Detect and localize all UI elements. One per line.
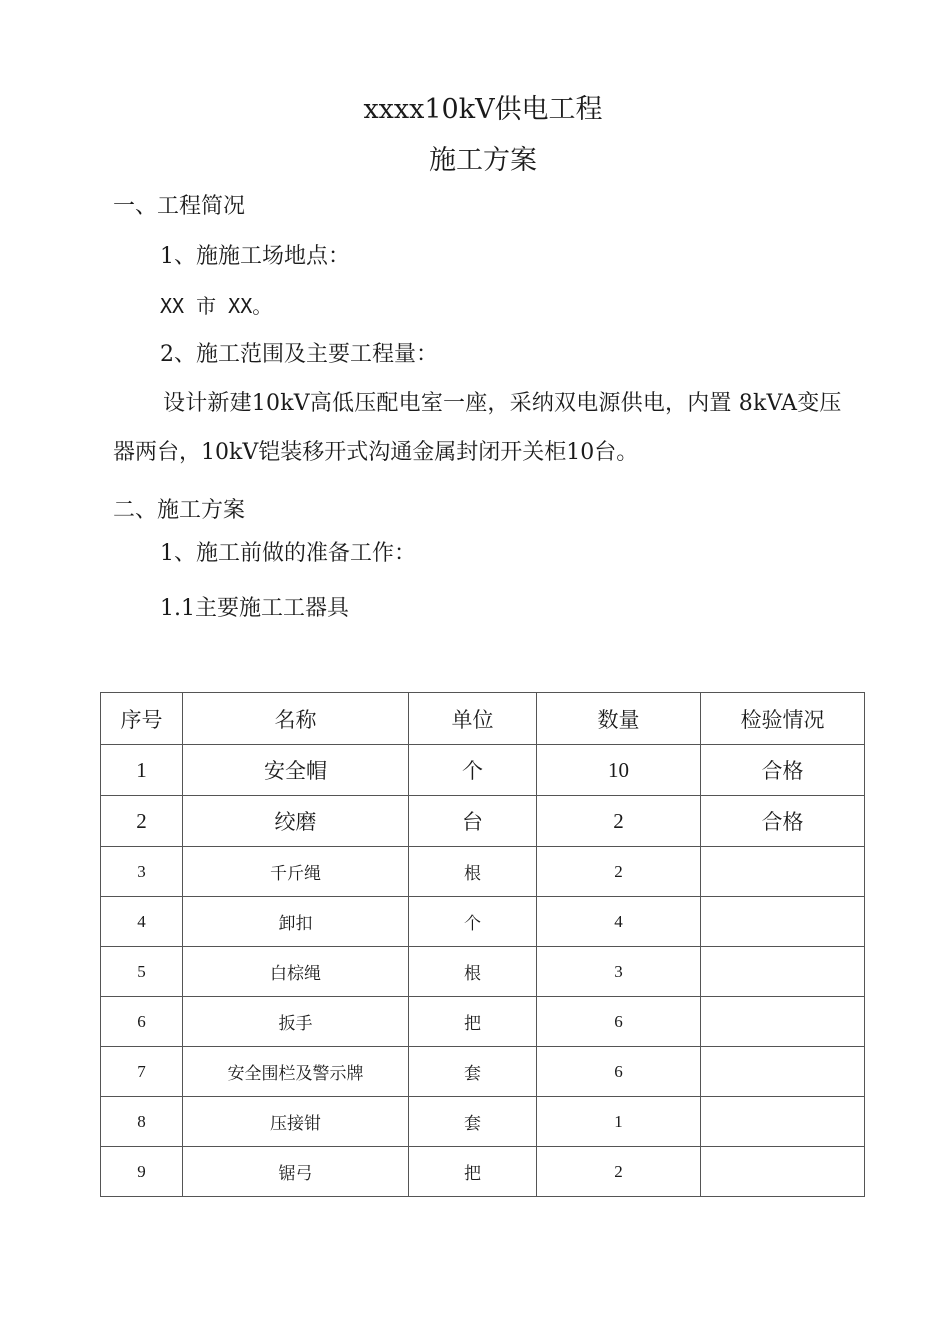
cell-qty: 6 [537,997,701,1047]
cell-no: 4 [101,897,183,947]
table-row [101,847,865,897]
cell-check [701,947,865,997]
header-inspection: 检验情况 [701,693,865,745]
table-row [101,1147,865,1197]
cell-unit: 把 [409,997,537,1047]
section1-heading: 一、工程简况 [113,194,246,219]
table-row [101,897,865,947]
scope-description-line2: 器两台，10kV铠装移开式沟通金属封闭开关柜10台。 [113,440,639,465]
header-quantity: 数量 [537,693,701,745]
table-row [101,947,865,997]
table-row [101,796,865,847]
cell-name: 卸扣 [183,897,409,947]
cell-name: 千斤绳 [183,847,409,897]
preparation-label: 1、施工前做的准备工作： [160,541,416,566]
cell-name: 压接钳 [183,1097,409,1147]
cell-unit: 根 [409,947,537,997]
cell-no: 2 [101,796,183,847]
cell-unit: 套 [409,1097,537,1147]
cell-check: 合格 [701,796,865,847]
cell-no: 3 [101,847,183,897]
cell-check: 合格 [701,745,865,796]
cell-name: 安全围栏及警示牌 [183,1047,409,1097]
cell-no: 5 [101,947,183,997]
document-title: xxxx10kV供电工程 [363,94,603,125]
site-location-value: XX 市 XX。 [160,294,273,318]
cell-check [701,1147,865,1197]
table-row [101,745,865,796]
cell-unit: 个 [409,745,537,796]
document-subtitle: 施工方案 [429,145,537,176]
cell-qty: 2 [537,796,701,847]
section2-heading: 二、施工方案 [113,498,246,523]
cell-qty: 10 [537,745,701,796]
cell-check [701,847,865,897]
scope-label: 2、施工范围及主要工程量： [160,342,438,367]
cell-name: 扳手 [183,997,409,1047]
cell-check [701,1097,865,1147]
table-row [101,1097,865,1147]
cell-qty: 2 [537,847,701,897]
cell-no: 1 [101,745,183,796]
scope-description-line1: 设计新建10kV高低压配电室一座，采纳双电源供电，内置 8kVA变压 [163,391,842,416]
cell-qty: 4 [537,897,701,947]
cell-no: 9 [101,1147,183,1197]
cell-unit: 个 [409,897,537,947]
cell-qty: 1 [537,1097,701,1147]
cell-name: 安全帽 [183,745,409,796]
table-row [101,997,865,1047]
cell-unit: 根 [409,847,537,897]
cell-check [701,1047,865,1097]
cell-name: 绞磨 [183,796,409,847]
cell-no: 6 [101,997,183,1047]
cell-name: 锯弓 [183,1147,409,1197]
cell-qty: 3 [537,947,701,997]
cell-unit: 台 [409,796,537,847]
cell-no: 7 [101,1047,183,1097]
header-name: 名称 [183,693,409,745]
cell-check [701,997,865,1047]
cell-unit: 把 [409,1147,537,1197]
header-unit: 单位 [409,693,537,745]
cell-no: 8 [101,1097,183,1147]
table-header-row [101,693,865,745]
table-row [101,1047,865,1097]
cell-unit: 套 [409,1047,537,1097]
tools-subheading: 1.1主要施工工器具 [160,596,349,621]
cell-check [701,897,865,947]
site-location-label: 1、施施工场地点： [160,244,350,269]
cell-qty: 2 [537,1147,701,1197]
header-no: 序号 [101,693,183,745]
cell-qty: 6 [537,1047,701,1097]
cell-name: 白棕绳 [183,947,409,997]
tools-table [100,692,865,1197]
